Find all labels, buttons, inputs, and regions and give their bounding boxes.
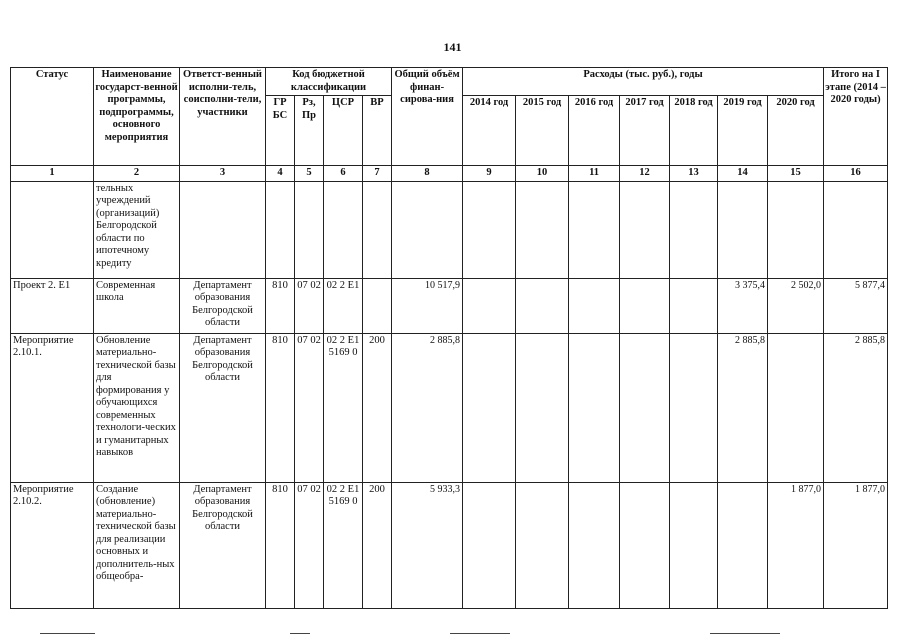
table-row	[11, 333, 888, 482]
row-name: Обновление материально-технической базы для формирования у обучающихся современных технологи-ческих и гуманитарных навыков	[94, 333, 180, 482]
row-rzpr: 07 02	[295, 278, 324, 333]
column-number: 5	[295, 166, 324, 182]
header-year-2014: 2014 год	[463, 96, 516, 166]
edge-mark	[450, 633, 510, 634]
row-total: 10 517,9	[392, 278, 463, 333]
row-year-value	[718, 181, 768, 278]
row-year-value: 1 877,0	[768, 482, 824, 608]
row-stage-total: 5 877,4	[824, 278, 888, 333]
column-number: 6	[324, 166, 363, 182]
row-year-value	[569, 181, 620, 278]
row-stage-total	[824, 181, 888, 278]
column-number: 4	[266, 166, 295, 182]
header-budget-code: Код бюджетной классификации	[266, 68, 392, 96]
header-grbs: ГР БС	[266, 96, 295, 166]
row-status	[11, 181, 94, 278]
row-executor: Департамент образования Белгородской области	[180, 482, 266, 608]
row-status: Мероприятие 2.10.1.	[11, 333, 94, 482]
row-total: 5 933,3	[392, 482, 463, 608]
row-year-value	[516, 278, 569, 333]
row-grbs: 810	[266, 278, 295, 333]
table-row	[11, 482, 888, 608]
column-number: 9	[463, 166, 516, 182]
row-grbs: 810	[266, 333, 295, 482]
row-vr	[363, 278, 392, 333]
row-csr: 02 2 Е1 5169 0	[324, 333, 363, 482]
column-number: 8	[392, 166, 463, 182]
header-name: Наименование государст-венной программы, подпрограммы, основного мероприятия	[94, 68, 180, 166]
row-csr: 02 2 Е1	[324, 278, 363, 333]
column-number: 3	[180, 166, 266, 182]
header-year-2019: 2019 год	[718, 96, 768, 166]
edge-mark	[290, 633, 310, 634]
row-rzpr	[295, 181, 324, 278]
header-year-2018: 2018 год	[670, 96, 718, 166]
row-year-value: 2 502,0	[768, 278, 824, 333]
row-year-value	[463, 333, 516, 482]
header-expenses: Расходы (тыс. руб.), годы	[463, 68, 824, 96]
row-rzpr: 07 02	[295, 482, 324, 608]
row-year-value	[768, 181, 824, 278]
row-year-value	[516, 482, 569, 608]
header-year-2016: 2016 год	[569, 96, 620, 166]
header-rzpr: Рз, Пр	[295, 96, 324, 166]
row-total	[392, 181, 463, 278]
row-name: Современная школа	[94, 278, 180, 333]
row-year-value	[569, 278, 620, 333]
row-stage-total: 1 877,0	[824, 482, 888, 608]
column-number: 16	[824, 166, 888, 182]
table-row	[11, 181, 888, 278]
row-year-value	[463, 482, 516, 608]
row-rzpr: 07 02	[295, 333, 324, 482]
row-year-value	[620, 181, 670, 278]
column-number: 10	[516, 166, 569, 182]
row-vr: 200	[363, 482, 392, 608]
row-year-value	[670, 181, 718, 278]
column-number: 12	[620, 166, 670, 182]
column-number: 15	[768, 166, 824, 182]
row-year-value	[620, 278, 670, 333]
row-year-value	[670, 333, 718, 482]
row-status: Проект 2. Е1	[11, 278, 94, 333]
table-row	[11, 278, 888, 333]
row-executor	[180, 181, 266, 278]
header-year-2020: 2020 год	[768, 96, 824, 166]
row-year-value	[620, 482, 670, 608]
row-vr	[363, 181, 392, 278]
row-csr: 02 2 Е1 5169 0	[324, 482, 363, 608]
header-stage-total: Итого на I этапе (2014 – 2020 годы)	[824, 68, 888, 166]
header-year-2017: 2017 год	[620, 96, 670, 166]
row-year-value	[516, 333, 569, 482]
row-year-value: 3 375,4	[718, 278, 768, 333]
row-vr: 200	[363, 333, 392, 482]
edge-mark	[710, 633, 780, 634]
row-stage-total: 2 885,8	[824, 333, 888, 482]
row-year-value	[670, 278, 718, 333]
row-year-value	[463, 278, 516, 333]
column-number: 11	[569, 166, 620, 182]
row-status: Мероприятие 2.10.2.	[11, 482, 94, 608]
row-csr	[324, 181, 363, 278]
row-year-value	[463, 181, 516, 278]
row-grbs	[266, 181, 295, 278]
column-number: 13	[670, 166, 718, 182]
row-year-value	[768, 333, 824, 482]
row-year-value	[670, 482, 718, 608]
row-total: 2 885,8	[392, 333, 463, 482]
header-total-volume: Общий объём финан-сирова-ния	[392, 68, 463, 166]
row-year-value	[569, 333, 620, 482]
column-number: 2	[94, 166, 180, 182]
header-year-2015: 2015 год	[516, 96, 569, 166]
budget-table	[10, 67, 888, 609]
row-executor: Департамент образования Белгородской области	[180, 278, 266, 333]
header-executor: Ответст-венный исполни-тель, соисполни-тели, участники	[180, 68, 266, 166]
edge-mark	[40, 633, 95, 634]
row-year-value	[718, 482, 768, 608]
column-number: 7	[363, 166, 392, 182]
row-executor: Департамент образования Белгородской области	[180, 333, 266, 482]
column-number: 1	[11, 166, 94, 182]
column-number: 14	[718, 166, 768, 182]
page-number: 141	[443, 40, 462, 54]
row-year-value: 2 885,8	[718, 333, 768, 482]
column-number-row	[11, 166, 888, 182]
row-year-value	[516, 181, 569, 278]
row-grbs: 810	[266, 482, 295, 608]
row-name: Создание (обновление) материально-технической базы для реализации основных и дополнитель-ных общеобра-	[94, 482, 180, 608]
row-name: тельных учреждений (организаций) Белгородской области по ипотечному кредиту	[94, 181, 180, 278]
header-status: Статус	[11, 68, 94, 166]
row-year-value	[620, 333, 670, 482]
header-csr: ЦСР	[324, 96, 363, 166]
row-year-value	[569, 482, 620, 608]
header-vr: ВР	[363, 96, 392, 166]
